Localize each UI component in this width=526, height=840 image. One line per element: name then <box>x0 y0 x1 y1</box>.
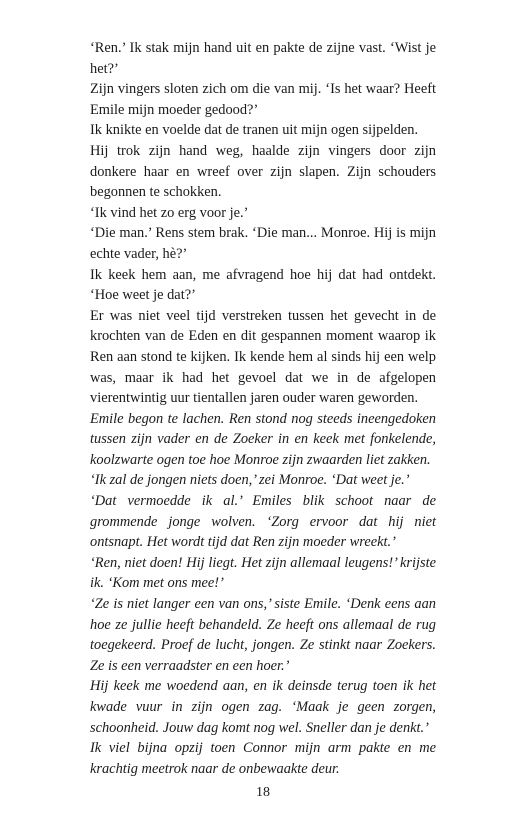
page-number: 18 <box>256 785 270 800</box>
text-body <box>90 38 436 779</box>
paragraph: ‘Ren.’ Ik stak mijn hand uit en pakte de zijne vast. ‘Wist je het?’ <box>90 40 436 77</box>
paragraph: ‘Ik vind het zo erg voor je.’ <box>90 204 249 221</box>
paragraph: Ik viel bijna opzij toen Connor mijn arm pakte en me krachtig meetrok naar de onbewaakte deur. <box>90 740 436 777</box>
paragraph: Zijn vingers sloten zich om die van mij. ‘Is het waar? Heeft Emile mijn moeder gedood?’ <box>90 81 436 118</box>
paragraph: ‘Die man.’ Rens stem brak. ‘Die man... Monroe. Hij is mijn echte vader, hè?’ <box>90 225 436 262</box>
paragraph: Hij keek me woedend aan, en ik deinsde terug toen ik het kwade vuur in zijn ogen zag. ‘Maak je geen zorgen, schoonheid. Jouw dag komt nog wel. Sneller dan je denkt.’ <box>90 678 436 736</box>
paragraph: Hij trok zijn hand weg, haalde zijn vingers door zijn donkere haar en wreef over zijn slapen. Zijn schouders begonnen te schokken. <box>90 142 436 201</box>
paragraph: Ik keek hem aan, me afvragend hoe hij dat had ontdekt. ‘Hoe weet je dat?’ <box>90 266 436 304</box>
paragraph: ‘Ren, niet doen! Hij liegt. Het zijn allemaal leugens!’ krijste ik. ‘Kom met ons mee!’ <box>90 554 436 592</box>
paragraph: Emile begon te lachen. Ren stond nog steeds ineengedoken tussen zijn vader en de Zoeker in en keek met fonkelende, koolzwarte ogen toe hoe Monroe zijn zwaarden liet zakken. <box>90 410 436 468</box>
paragraph: ‘Ze is niet langer een van ons,’ siste Emile. ‘Denk eens aan hoe ze jullie heeft behandeld. Ze heeft ons allemaal de rug toegekeerd. Proef de lucht, jongen. Ze stinkt naar Zoekers. Ze is een verraadster en een hoer.’ <box>90 596 436 674</box>
paragraph: Ik knikte en voelde dat de tranen uit mijn ogen sijpelden. <box>90 122 419 139</box>
paragraph: ‘Dat vermoedde ik al.’ Emiles blik schoot naar de grommende jonge wolven. ‘Zorg ervoor dat hij niet ontsnapt. Het wordt tijd dat Ren zijn moeder wreekt.’ <box>90 493 436 551</box>
paragraph: Er was niet veel tijd verstreken tussen het gevecht in de krochten van de Eden en dit gespannen moment waarop ik Ren aan stond te kijken. Ik kende hem al sinds hij een welp was, maar ik had het gevoel dat we in de afgelopen vierentwintig uur tientallen jaren ouder waren geworden. <box>90 307 436 407</box>
paragraph: ‘Ik zal de jongen niets doen,’ zei Monroe. ‘Dat weet je.’ <box>90 472 410 489</box>
